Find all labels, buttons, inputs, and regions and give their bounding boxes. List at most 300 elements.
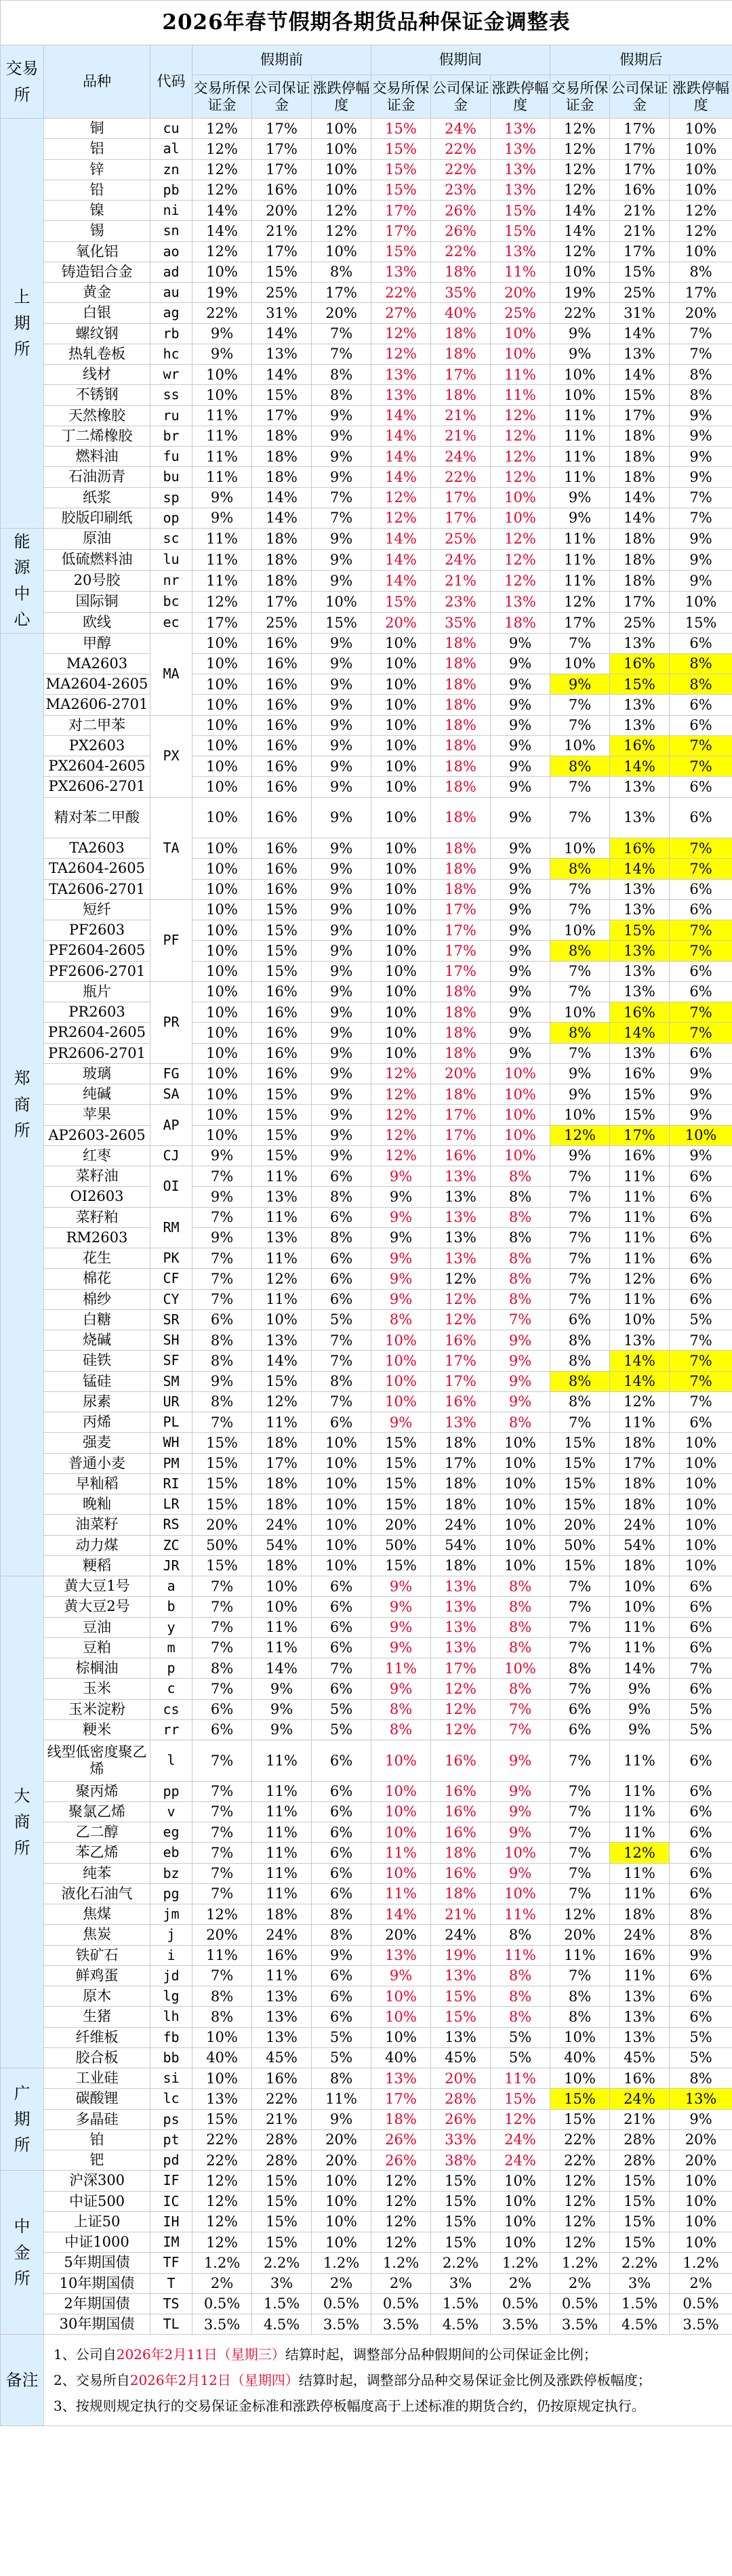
value-cell: 12%: [610, 1391, 670, 1412]
value-cell: 8%: [670, 365, 732, 385]
value-cell: 13%: [371, 262, 431, 282]
value-cell: 7%: [550, 1822, 610, 1843]
value-cell: 7%: [550, 879, 610, 899]
value-cell: 25%: [491, 303, 550, 323]
value-cell: 27%: [371, 303, 431, 323]
value-cell: 7%: [670, 1330, 732, 1351]
value-cell: 15%: [550, 2089, 610, 2109]
page-title: 2026年春节假期各期货品种保证金调整表: [1, 1, 732, 45]
value-cell: 10%: [550, 920, 610, 941]
product-name: 菜籽油: [44, 1166, 150, 1187]
table-row: [1, 1637, 732, 1658]
value-cell: 10%: [371, 1371, 431, 1391]
product-code: pg: [150, 1883, 192, 1904]
product-code: ag: [150, 303, 192, 323]
value-cell: 10%: [371, 653, 431, 674]
product-name: 硅铁: [44, 1351, 150, 1371]
value-cell: 17%: [431, 1105, 491, 1125]
value-cell: 13%: [491, 119, 550, 139]
value-cell: 18%: [252, 549, 312, 570]
value-cell: 10%: [192, 899, 252, 920]
value-cell: 20%: [431, 2068, 491, 2089]
value-cell: 11%: [252, 1801, 312, 1822]
product-name: 动力煤: [44, 1535, 150, 1555]
value-cell: 21%: [431, 570, 491, 591]
table-row: [1, 1289, 732, 1309]
table-row: [1, 1576, 732, 1597]
value-cell: 10%: [670, 139, 732, 159]
value-cell: 10%: [312, 591, 371, 612]
value-cell: 16%: [252, 1945, 312, 1965]
product-name: AP2603-2605: [44, 1125, 150, 1145]
value-cell: 9%: [491, 941, 550, 961]
value-cell: 17%: [431, 1658, 491, 1679]
value-cell: 8%: [491, 1412, 550, 1433]
value-cell: 9%: [371, 1637, 431, 1658]
value-cell: 22%: [431, 467, 491, 487]
value-cell: 14%: [610, 1023, 670, 1043]
value-cell: 18%: [252, 467, 312, 487]
value-cell: 6%: [670, 695, 732, 715]
value-cell: 14%: [371, 570, 431, 591]
value-cell: 10%: [371, 981, 431, 1002]
value-cell: 13%: [252, 1330, 312, 1351]
table-row: [1, 1453, 732, 1473]
product-code: ao: [150, 241, 192, 262]
value-cell: 6%: [670, 633, 732, 653]
value-cell: 6%: [670, 1412, 732, 1433]
table-row: [1, 1822, 732, 1843]
value-cell: 6%: [670, 1965, 732, 1986]
value-cell: 12%: [491, 405, 550, 426]
value-cell: 10%: [491, 2232, 550, 2253]
value-cell: 7%: [192, 1637, 252, 1658]
product-name: 热轧卷板: [44, 344, 150, 364]
value-cell: 12%: [491, 2109, 550, 2129]
value-cell: 2%: [192, 2273, 252, 2293]
value-cell: 6%: [550, 1699, 610, 1719]
value-cell: 10%: [670, 2171, 732, 2191]
value-cell: 15%: [371, 1473, 431, 1494]
table-row: [1, 405, 732, 426]
value-cell: 6%: [670, 879, 732, 899]
value-cell: 14%: [252, 323, 312, 344]
value-cell: 0.5%: [491, 2293, 550, 2314]
value-cell: 2%: [491, 2273, 550, 2293]
product-name: 白银: [44, 303, 150, 323]
product-name: 铂: [44, 2129, 150, 2150]
value-cell: 9%: [371, 1597, 431, 1617]
value-cell: 9%: [491, 1801, 550, 1822]
value-cell: 11%: [371, 1843, 431, 1863]
value-cell: 6%: [312, 1822, 371, 1843]
value-cell: 10%: [192, 365, 252, 385]
value-cell: 15%: [610, 1084, 670, 1105]
value-cell: 13%: [610, 1043, 670, 1063]
value-cell: 10%: [312, 2211, 371, 2232]
product-code: cs: [150, 1699, 192, 1719]
value-cell: 8%: [491, 1207, 550, 1227]
value-cell: 11%: [491, 262, 550, 282]
product-code: ps: [150, 2109, 192, 2129]
table-row: [1, 570, 732, 591]
value-cell: 8%: [491, 1986, 550, 2007]
value-cell: 9%: [312, 838, 371, 859]
table-row: [1, 838, 732, 859]
value-cell: 15%: [252, 2191, 312, 2211]
value-cell: 7%: [192, 1166, 252, 1187]
table-row: [1, 1063, 732, 1084]
value-cell: 11%: [252, 1781, 312, 1801]
value-cell: 18%: [431, 1883, 491, 1904]
value-cell: 6%: [670, 1043, 732, 1063]
value-cell: 20%: [312, 303, 371, 323]
value-cell: 11%: [192, 549, 252, 570]
value-cell: 12%: [252, 1391, 312, 1412]
value-cell: 10%: [371, 941, 431, 961]
value-cell: 11%: [491, 1945, 550, 1965]
product-code: rr: [150, 1719, 192, 1740]
value-cell: 1.2%: [491, 2253, 550, 2273]
table-row: [1, 467, 732, 487]
value-cell: 13%: [491, 139, 550, 159]
value-cell: 10%: [670, 180, 732, 200]
value-cell: 12%: [192, 119, 252, 139]
value-cell: 26%: [371, 2129, 431, 2150]
value-cell: 12%: [431, 1719, 491, 1740]
product-name: 甲醇: [44, 633, 150, 653]
value-cell: 24%: [252, 1925, 312, 1945]
note-item: 3、按规则规定执行的交易保证金标准和涨跌停板幅度高于上述标准的期货合约，仍按原规定执行。: [54, 2398, 645, 2415]
value-cell: 10%: [670, 1453, 732, 1473]
value-cell: 45%: [431, 2047, 491, 2068]
notes: [44, 2335, 732, 2426]
value-cell: 7%: [550, 715, 610, 735]
value-cell: 7%: [192, 1781, 252, 1801]
value-cell: 17%: [431, 1351, 491, 1371]
value-cell: 18%: [252, 426, 312, 446]
value-cell: 12%: [371, 2171, 431, 2191]
table-row: [1, 262, 732, 282]
value-cell: 11%: [192, 1945, 252, 1965]
value-cell: 10%: [670, 591, 732, 612]
value-cell: 7%: [550, 1166, 610, 1187]
value-cell: 15%: [371, 1555, 431, 1576]
exchange-cell: 上 期 所: [1, 119, 44, 529]
value-cell: 10%: [371, 674, 431, 695]
value-cell: 10%: [491, 1883, 550, 1904]
value-cell: 17%: [252, 1453, 312, 1473]
value-cell: 17%: [610, 1453, 670, 1473]
value-cell: 9%: [670, 426, 732, 446]
value-cell: 10%: [491, 1494, 550, 1515]
value-cell: 18%: [431, 715, 491, 735]
value-cell: 10%: [192, 2027, 252, 2047]
table-row: [1, 1494, 732, 1515]
value-cell: 16%: [431, 1801, 491, 1822]
value-cell: 16%: [431, 1740, 491, 1782]
value-cell: 13%: [610, 2027, 670, 2047]
table-row: [1, 797, 732, 838]
value-cell: 8%: [670, 385, 732, 405]
value-cell: 13%: [431, 1576, 491, 1597]
value-cell: 9%: [371, 1187, 431, 1207]
product-name: 棕榈油: [44, 1658, 150, 1679]
table-row: [1, 529, 732, 550]
value-cell: 18%: [431, 262, 491, 282]
value-cell: 10%: [371, 695, 431, 715]
value-cell: 10%: [610, 1597, 670, 1617]
table-row: [1, 1187, 732, 1207]
value-cell: 16%: [252, 859, 312, 879]
value-cell: 9%: [491, 777, 550, 797]
table-row: [1, 859, 732, 879]
value-cell: 11%: [252, 1166, 312, 1187]
value-cell: 5%: [312, 1309, 371, 1330]
value-cell: 10%: [312, 1515, 371, 1535]
product-code: IM: [150, 2232, 192, 2253]
value-cell: 22%: [550, 2129, 610, 2150]
table-row: [1, 1166, 732, 1187]
value-cell: 13%: [371, 385, 431, 405]
product-code: bb: [150, 2047, 192, 2068]
value-cell: 20%: [371, 1925, 431, 1945]
product-name: MA2604-2605: [44, 674, 150, 695]
value-cell: 3.5%: [491, 2314, 550, 2335]
value-cell: 12%: [550, 2191, 610, 2211]
sub-header: 涨跌停幅度: [312, 75, 371, 119]
value-cell: 13%: [491, 241, 550, 262]
value-cell: 9%: [312, 529, 371, 550]
value-cell: 18%: [252, 1494, 312, 1515]
value-cell: 6%: [670, 899, 732, 920]
value-cell: 10%: [371, 1986, 431, 2007]
value-cell: 20%: [491, 283, 550, 303]
value-cell: 13%: [610, 2007, 670, 2027]
value-cell: 13%: [371, 365, 431, 385]
value-cell: 31%: [610, 303, 670, 323]
product-name: 玉米淀粉: [44, 1699, 150, 1719]
value-cell: 22%: [550, 2150, 610, 2171]
value-cell: 8%: [550, 859, 610, 879]
value-cell: 15%: [670, 612, 732, 633]
value-cell: 10%: [192, 941, 252, 961]
value-cell: 16%: [610, 735, 670, 756]
value-cell: 10%: [371, 838, 431, 859]
value-cell: 14%: [610, 756, 670, 777]
value-cell: 22%: [550, 303, 610, 323]
value-cell: 12%: [610, 1843, 670, 1863]
value-cell: 15%: [192, 1433, 252, 1453]
value-cell: 10%: [491, 1658, 550, 1679]
value-cell: 10%: [491, 1125, 550, 1145]
value-cell: 10%: [491, 2171, 550, 2191]
product-name: 不锈钢: [44, 385, 150, 405]
value-cell: 12%: [431, 1679, 491, 1699]
value-cell: 17%: [371, 2089, 431, 2109]
value-cell: 7%: [312, 344, 371, 364]
table-row: [1, 2293, 732, 2314]
value-cell: 3.5%: [670, 2314, 732, 2335]
value-cell: 10%: [371, 859, 431, 879]
value-cell: 4.5%: [431, 2314, 491, 2335]
value-cell: 15%: [371, 159, 431, 180]
value-cell: 10%: [670, 119, 732, 139]
value-cell: 7%: [670, 1002, 732, 1023]
value-cell: 10%: [550, 653, 610, 674]
value-cell: 18%: [431, 674, 491, 695]
value-cell: 20%: [252, 201, 312, 221]
value-cell: 3%: [431, 2273, 491, 2293]
value-cell: 5%: [670, 1309, 732, 1330]
value-cell: 18%: [431, 838, 491, 859]
value-cell: 21%: [610, 201, 670, 221]
value-cell: 11%: [371, 1883, 431, 1904]
value-cell: 14%: [610, 1658, 670, 1679]
product-name: 铁矿石: [44, 1945, 150, 1965]
value-cell: 7%: [550, 1863, 610, 1883]
table-row: [1, 241, 732, 262]
product-name: 花生: [44, 1248, 150, 1269]
value-cell: 6%: [670, 1801, 732, 1822]
value-cell: 2.2%: [252, 2253, 312, 2273]
value-cell: 3.5%: [371, 2314, 431, 2335]
product-name: 国际铜: [44, 591, 150, 612]
product-code: IH: [150, 2211, 192, 2232]
value-cell: 6%: [550, 1719, 610, 1740]
value-cell: 2%: [670, 2273, 732, 2293]
product-code: IC: [150, 2191, 192, 2211]
value-cell: 3%: [610, 2273, 670, 2293]
value-cell: 12%: [371, 487, 431, 508]
value-cell: 8%: [192, 1330, 252, 1351]
value-cell: 8%: [670, 653, 732, 674]
value-cell: 7%: [491, 1719, 550, 1740]
value-cell: 54%: [610, 1535, 670, 1555]
product-name: 工业硅: [44, 2068, 150, 2089]
value-cell: 14%: [252, 365, 312, 385]
value-cell: 11%: [252, 1637, 312, 1658]
value-cell: 10%: [670, 1473, 732, 1494]
value-cell: 8%: [550, 1351, 610, 1371]
table-row: [1, 695, 732, 715]
value-cell: 15%: [610, 1105, 670, 1125]
value-cell: 6%: [312, 1248, 371, 1269]
value-cell: 9%: [312, 941, 371, 961]
value-cell: 13%: [610, 1330, 670, 1351]
value-cell: 14%: [610, 508, 670, 528]
value-cell: 15%: [371, 139, 431, 159]
value-cell: 14%: [252, 487, 312, 508]
product-name: 苯乙烯: [44, 1843, 150, 1863]
product-name: 氧化铝: [44, 241, 150, 262]
value-cell: 12%: [550, 241, 610, 262]
value-cell: 10%: [371, 777, 431, 797]
product-code: sn: [150, 221, 192, 241]
table-row: [1, 365, 732, 385]
value-cell: 10%: [192, 920, 252, 941]
value-cell: 9%: [491, 756, 550, 777]
value-cell: 2%: [550, 2273, 610, 2293]
product-name: 碳酸锂: [44, 2089, 150, 2109]
value-cell: 1.5%: [431, 2293, 491, 2314]
value-cell: 25%: [252, 612, 312, 633]
value-cell: 8%: [670, 2068, 732, 2089]
value-cell: 7%: [312, 487, 371, 508]
product-name: 钯: [44, 2150, 150, 2171]
product-code: bz: [150, 1863, 192, 1883]
value-cell: 15%: [252, 899, 312, 920]
product-name: 锌: [44, 159, 150, 180]
product-code: PF: [150, 899, 192, 981]
value-cell: 13%: [491, 591, 550, 612]
value-cell: 9%: [371, 1227, 431, 1248]
product-name: 20号胶: [44, 570, 150, 591]
product-name: 石油沥青: [44, 467, 150, 487]
value-cell: 6%: [670, 961, 732, 981]
value-cell: 9%: [312, 2109, 371, 2129]
product-code: i: [150, 1945, 192, 1965]
value-cell: 14%: [610, 323, 670, 344]
value-cell: 16%: [610, 1002, 670, 1023]
table-row: [1, 119, 732, 139]
value-cell: 8%: [670, 1925, 732, 1945]
value-cell: 10%: [192, 879, 252, 899]
product-name: PR2606-2701: [44, 1043, 150, 1063]
product-name: 对二甲苯: [44, 715, 150, 735]
product-code: TF: [150, 2253, 192, 2273]
value-cell: 9%: [371, 1965, 431, 1986]
value-cell: 7%: [312, 323, 371, 344]
value-cell: 22%: [192, 2129, 252, 2150]
value-cell: 11%: [252, 1843, 312, 1863]
value-cell: 24%: [431, 549, 491, 570]
value-cell: 11%: [610, 1637, 670, 1658]
value-cell: 11%: [610, 1883, 670, 1904]
value-cell: 15%: [252, 1125, 312, 1145]
value-cell: 15%: [192, 2109, 252, 2129]
value-cell: 9%: [371, 1576, 431, 1597]
value-cell: 9%: [371, 1248, 431, 1269]
table-row: [1, 1883, 732, 1904]
value-cell: 10%: [371, 961, 431, 981]
value-cell: 0.5%: [371, 2293, 431, 2314]
exchange-header: 交易所: [1, 45, 44, 119]
value-cell: 9%: [610, 1719, 670, 1740]
value-cell: 9%: [670, 2109, 732, 2129]
value-cell: 26%: [431, 221, 491, 241]
product-name: 晚籼: [44, 1494, 150, 1515]
value-cell: 12%: [431, 1309, 491, 1330]
after-header: 假期后: [550, 45, 732, 75]
value-cell: 7%: [550, 1412, 610, 1433]
exchange-cell: 中 金 所: [1, 2171, 44, 2335]
value-cell: 12%: [371, 2232, 431, 2253]
product-code: CY: [150, 1289, 192, 1309]
value-cell: 22%: [371, 283, 431, 303]
product-name: 棉花: [44, 1269, 150, 1289]
product-name: 10年期国债: [44, 2273, 150, 2293]
value-cell: 12%: [371, 2191, 431, 2211]
value-cell: 9%: [192, 1145, 252, 1166]
product-code: FG: [150, 1063, 192, 1084]
value-cell: 40%: [550, 2047, 610, 2068]
product-code: v: [150, 1801, 192, 1822]
value-cell: 11%: [550, 570, 610, 591]
value-cell: 10%: [252, 1309, 312, 1330]
value-cell: 19%: [192, 283, 252, 303]
value-cell: 10%: [371, 715, 431, 735]
